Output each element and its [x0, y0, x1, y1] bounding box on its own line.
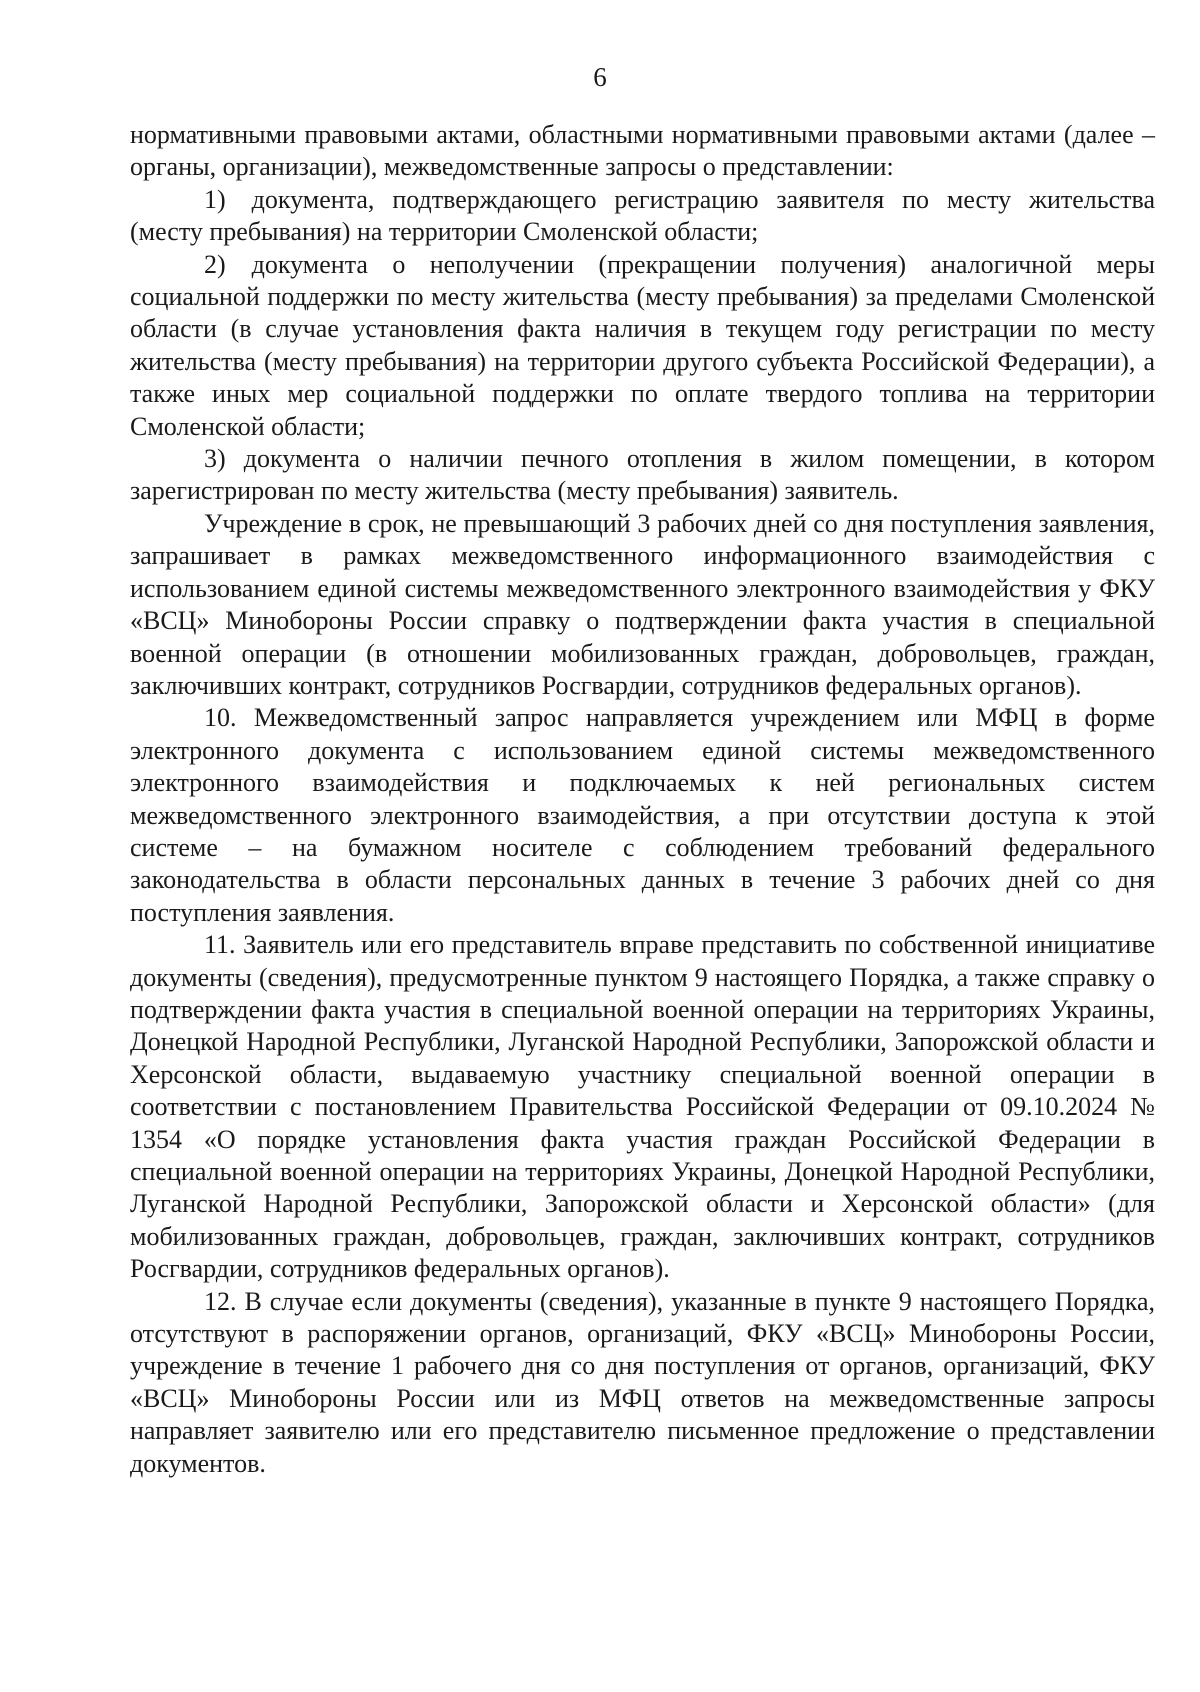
paragraph-5: 10. Межведомственный запрос направляется учреждением или МФЦ в форме электронного документа с использованием единой системы межведомственного электронного взаимодействия и подключаемых к ней региональных систем межведомственного электронного взаимодействия, а при отсутствии доступа к этой системе – на бумажном носителе с соблюдением требований федерального законодательства в области персональных данных в течение 3 рабочих дней со дня поступления заявления.: [130, 703, 1155, 927]
paragraph-7: 12. В случае если документы (сведения), указанные в пункте 9 настоящего Порядка, отсутствуют в распоряжении органов, организаций, ФКУ «ВСЦ» Минобороны России, учреждение в течение 1 рабочего дня со дня поступления от органов, организаций, ФКУ «ВСЦ» Минобороны России или из МФЦ ответов на межведомственные запросы направляет заявителю или его представителю письменное предложение о представлении документов.: [130, 1286, 1155, 1478]
paragraph-1: 1) документа, подтверждающего регистрацию заявителя по месту жительства (месту пребывания) на территории Смоленской области;: [130, 184, 1155, 247]
paragraph-6: 11. Заявитель или его представитель вправе представить по собственной инициативе документы (сведения), предусмотренные пунктом 9 настоящего Порядка, а также справку о подтверждении факта участия в специальной военной операции на территориях Украины, Донецкой Народной Республики, Луганской Народной Республики, Запорожской области и Херсонской области, выдаваемую участнику специальной военной операции в соответствии с постановлением Правительства Российской Федерации от 09.10.2024 № 1354 «О порядке установления факта участия граждан Российской Федерации в специальной военной операции на территориях Украины, Донецкой Народной Республики, Луганской Народной Республики, Запорожской области и Херсонской области» (для мобилизованных граждан, добровольцев, граждан, заключивших контракт, сотрудников Росгвардии, сотрудников федеральных органов).: [130, 930, 1155, 1284]
page-number: 6: [593, 62, 607, 92]
paragraph-0: нормативными правовыми актами, областными нормативными правовыми актами (далее – органы, организации), межведомственные запросы о представлении:: [130, 120, 1155, 182]
paragraph-2: 2) документа о неполучении (прекращении получения) аналогичной меры социальной поддержки по месту жительства (месту пребывания) за пределами Смоленской области (в случае установления факта наличия в текущем году регистрации по месту жительства (месту пребывания) на территории другого субъекта Российской Федерации), а также иных мер социальной поддержки по оплате твердого топлива на территории Смоленской области;: [130, 249, 1155, 441]
paragraph-3: 3) документа о наличии печного отопления в жилом помещении, в котором зарегистрирован по месту жительства (месту пребывания) заявитель.: [130, 444, 1155, 506]
document-body: [130, 119, 1155, 1480]
paragraph-4: Учреждение в срок, не превышающий 3 рабочих дней со дня поступления заявления, запрашивает в рамках межведомственного информационного взаимодействия с использованием единой системы межведомственного электронного взаимодействия у ФКУ «ВСЦ» Минобороны России справку о подтверждении факта участия в специальной военной операции (в отношении мобилизованных граждан, добровольцев, граждан, заключивших контракт, сотрудников Росгвардии, сотрудников федеральных органов).: [130, 508, 1155, 700]
